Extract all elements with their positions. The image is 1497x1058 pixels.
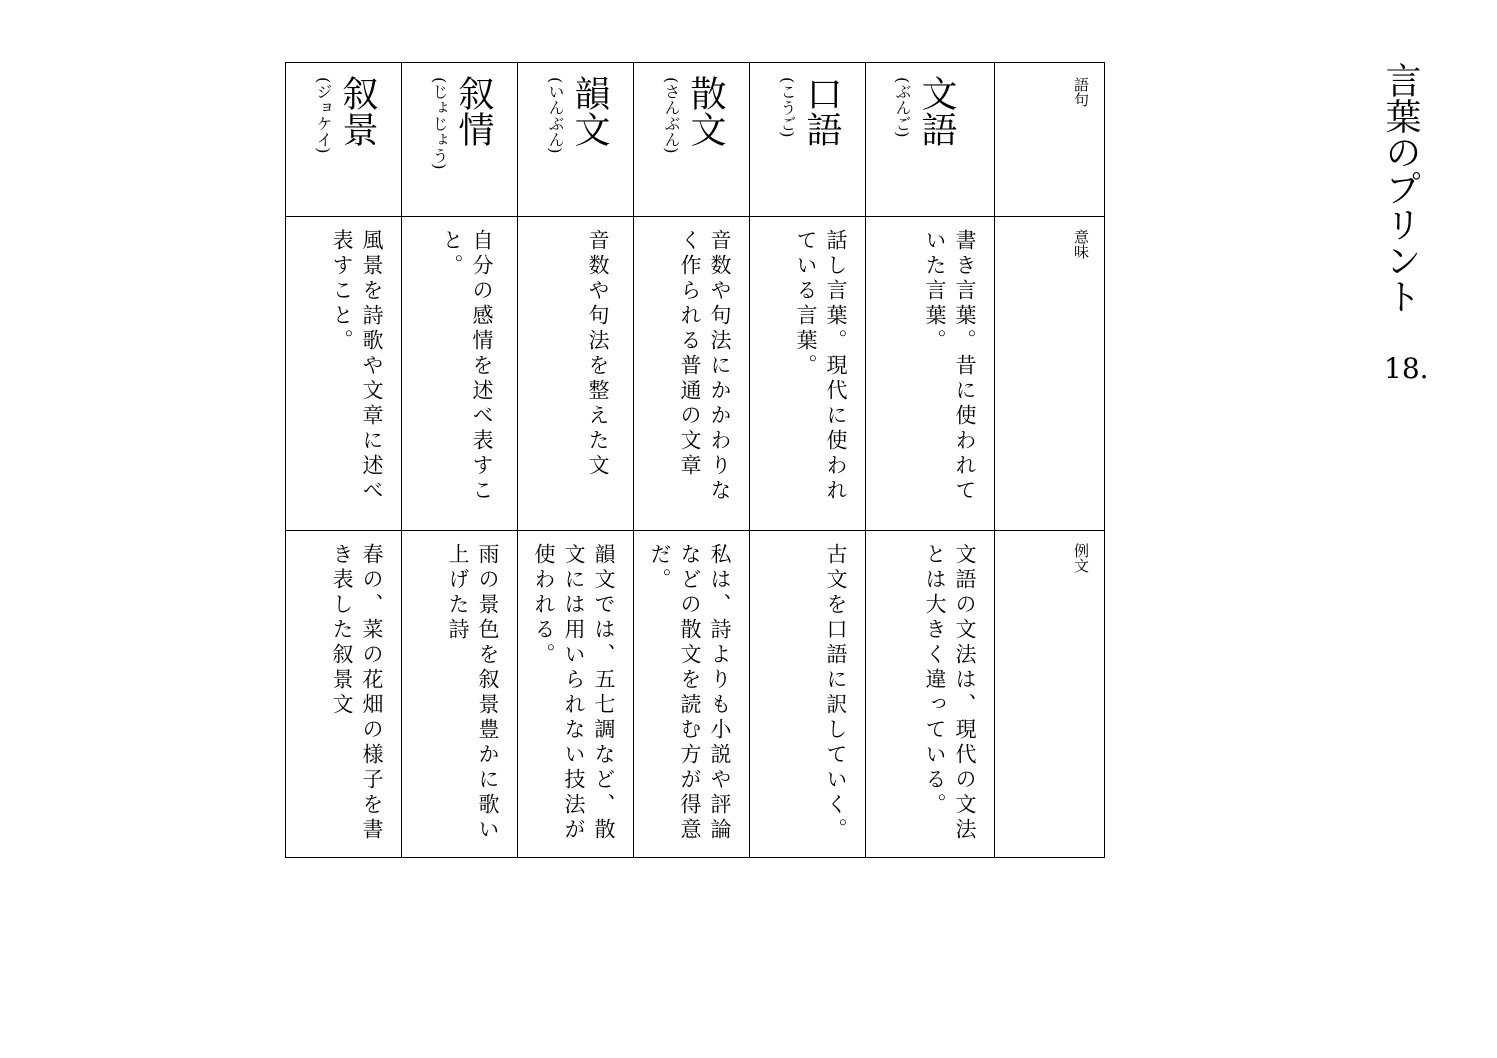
meaning-cell-bungo [865,216,994,530]
meaning-cell-kougo [749,216,865,530]
term-cell-inbun [517,62,633,216]
header-term: 語句 [1072,77,1090,107]
example-inbun: 韻文では、五七調など、散文には用いられない技法が使われる。 [532,543,616,843]
meaning-cell-sanbun [633,216,749,530]
term-sanbun: 散文 [685,75,726,147]
example-cell-bungo [865,530,994,858]
example-jokei: 春の、菜の花畑の様子を書き表した叙景文 [330,543,384,843]
example-cell-jojou [401,530,517,858]
term-cell-jojou [401,62,517,216]
vocabulary-table [285,62,1105,858]
reading-jokei: (ジョケイ) [314,77,333,154]
meaning-jokei: 風景を詩歌や文章に述べ表すこと。 [330,229,384,504]
reading-sanbun: (さんぶん) [662,77,681,154]
meaning-sanbun: 音数や句法にかかわりなく作られる普通の文章 [678,229,732,504]
example-jojou: 雨の景色を叙景豊かに歌い上げた詩 [446,543,500,843]
meaning-jojou: 自分の感情を述べ表すこと。 [440,229,494,504]
meaning-bungo: 書き言葉。昔に使われていた言葉。 [923,229,977,504]
reading-bungo: (ぶんご) [893,77,912,138]
header-meaning: 意味 [1072,229,1090,259]
meaning-cell-inbun [517,216,633,530]
term-jokei: 叙景 [337,75,378,147]
reading-kougo: (こうご) [778,77,797,138]
meaning-kougo: 話し言葉。現代に使われている言葉。 [794,229,848,504]
term-cell-sanbun [633,62,749,216]
header-meaning-cell [994,216,1105,530]
term-kougo: 口語 [801,75,842,147]
meaning-cell-jojou [401,216,517,530]
page-number: 18. [1384,352,1429,385]
term-bungo: 文語 [916,75,957,147]
term-cell-jokei [285,62,401,216]
meaning-inbun: 音数や句法を整えた文 [586,229,610,479]
meaning-cell-jokei [285,216,401,530]
example-cell-inbun [517,530,633,858]
term-jojou: 叙情 [453,75,494,147]
example-cell-sanbun [633,530,749,858]
reading-jojou: (じょじょう) [430,77,449,170]
header-term-cell [994,62,1105,216]
header-example-cell [994,530,1105,858]
term-cell-kougo [749,62,865,216]
term-inbun: 韻文 [569,75,610,147]
reading-inbun: (いんぶん) [546,77,565,154]
term-cell-bungo [865,62,994,216]
example-cell-kougo [749,530,865,858]
example-bungo: 文語の文法は、現代の文法とは大きく違っている。 [923,543,977,843]
example-cell-jokei [285,530,401,858]
example-sanbun: 私は、詩よりも小説や評論などの散文を読む方が得意だ。 [648,543,732,843]
header-example: 例文 [1072,543,1090,573]
page-title: 言葉のプリント [1380,62,1421,314]
example-kougo: 古文を口語に訳していく。 [824,543,848,843]
